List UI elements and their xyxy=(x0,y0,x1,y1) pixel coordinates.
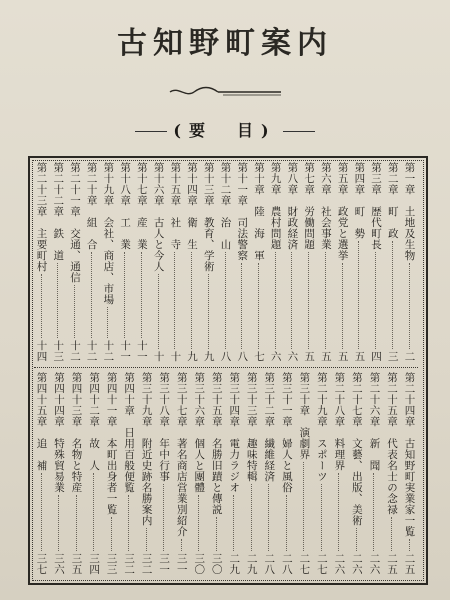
toc-entry-page: 六 xyxy=(286,351,299,362)
toc-entry xyxy=(302,162,317,362)
toc-entry-page: 三 xyxy=(386,351,399,362)
toc-entry xyxy=(139,372,154,575)
toc-leader-dots xyxy=(241,263,243,349)
toc-entry xyxy=(251,162,266,362)
toc-leader-dots xyxy=(325,252,327,349)
toc-leader-dots xyxy=(208,274,210,349)
toc-bottom-section xyxy=(34,372,418,575)
toc-entry-page: 十二 xyxy=(85,340,98,362)
toc-entry xyxy=(402,372,417,575)
toc-leader-dots xyxy=(286,495,288,551)
toc-entry-page: 三二 xyxy=(140,553,153,575)
toc-entry-page: 二 xyxy=(403,351,416,362)
toc-entry xyxy=(151,162,166,362)
toc-entry xyxy=(218,162,233,362)
toc-entry-page: 七 xyxy=(252,351,265,362)
toc-entry xyxy=(285,162,300,362)
toc-entry-page: 十二 xyxy=(102,340,115,362)
toc-leader-dots xyxy=(392,241,394,349)
toc-entry xyxy=(262,372,277,575)
toc-entry-label: 第二十四章 古知野町実業家一覧 xyxy=(403,372,416,537)
toc-entry-page: 十二 xyxy=(68,340,81,362)
toc-entry-label: 第二十九章 スポーツ xyxy=(315,372,328,482)
toc-leader-dots xyxy=(216,517,218,551)
toc-leader-dots xyxy=(41,473,43,551)
toc-leader-dots xyxy=(275,252,277,349)
toc-entry-page: 二七 xyxy=(315,553,328,575)
toc-leader-dots xyxy=(356,528,358,551)
toc-entry xyxy=(367,372,382,575)
toc-entry-page: 五 xyxy=(336,351,349,362)
toc-entry xyxy=(201,162,216,362)
toc-leader-dots xyxy=(375,252,377,349)
toc-entry xyxy=(318,162,333,362)
toc-entry-label: 第三十一章 婦人と風俗 xyxy=(280,372,293,493)
toc-entry-label: 第九章 農村問題 xyxy=(269,162,282,250)
toc-leader-dots xyxy=(158,274,160,349)
toc-entry xyxy=(369,162,384,362)
toc-entry xyxy=(69,372,84,575)
toc-entry xyxy=(268,162,283,362)
toc-entry-page: 十四 xyxy=(35,340,48,362)
toc-entry-label: 第六章 社会事業 xyxy=(319,162,332,250)
toc-entry-page: 三五 xyxy=(70,553,83,575)
toc-entry xyxy=(51,162,66,362)
toc-entry-page: 四 xyxy=(370,351,383,362)
toc-entry-page: 五 xyxy=(319,351,332,362)
toc-entry-label: 第三十二章 繊維経済 xyxy=(263,372,276,482)
toc-entry xyxy=(244,372,259,575)
toc-entry-page: 三四 xyxy=(88,553,101,575)
toc-leader-dots xyxy=(58,495,60,551)
page-title: 古知野町案内 xyxy=(117,26,333,61)
toc-entry-label: 第二十二章 鉄 道 xyxy=(52,162,65,261)
toc-entry-page: 九 xyxy=(202,351,215,362)
toc-entry xyxy=(118,162,133,362)
toc-entry-label: 第五章 政党と選挙 xyxy=(336,162,349,261)
toc-entry-label: 第二十一章 交通、通信 xyxy=(68,162,81,283)
toc-entry xyxy=(134,162,149,362)
toc-entry-label: 第三十八章 年中行事 xyxy=(158,372,171,482)
toc-leader-dots xyxy=(198,495,200,551)
toc-entry-page: 二七 xyxy=(298,553,311,575)
toc-divider xyxy=(34,367,418,368)
toc-entry xyxy=(235,162,250,362)
toc-entry xyxy=(104,372,119,575)
toc-entry xyxy=(84,162,99,362)
toc-entry-label: 第二十五章 代表名士の念禄 xyxy=(385,372,398,515)
toc-entry-label: 第三十六章 個人と團體 xyxy=(193,372,206,493)
toc-entry-page: 二五 xyxy=(403,553,416,575)
toc-entry-label: 第七章 労働問題 xyxy=(303,162,316,250)
toc-entry-page: 三六 xyxy=(53,553,66,575)
toc-entry xyxy=(384,372,399,575)
toc-entry-label: 第四十一章 本町出身者一覧 xyxy=(105,372,118,515)
toc-entry-page: 三〇 xyxy=(210,553,223,575)
toc-entry-label: 第十六章 古人と今人 xyxy=(152,162,165,272)
toc-entry-page: 二八 xyxy=(280,553,293,575)
toc-entry-page: 五 xyxy=(353,351,366,362)
toc-entry-page: 三二 xyxy=(123,553,136,575)
section-heading-text: 要 目 xyxy=(188,121,261,140)
toc-entry xyxy=(402,162,417,362)
toc-entry-page: 二八 xyxy=(263,553,276,575)
toc-leader-dots xyxy=(251,484,253,551)
toc-entry-page: 六 xyxy=(269,351,282,362)
toc-entry xyxy=(174,372,189,575)
toc-entry xyxy=(227,372,242,575)
toc-entry-page: 十一 xyxy=(119,340,132,362)
toc-entry xyxy=(314,372,329,575)
toc-entry xyxy=(157,372,172,575)
toc-entry-page: 二六 xyxy=(333,553,346,575)
toc-entry-page: 三一 xyxy=(175,553,188,575)
toc-entry-label: 第二十八章 料理界 xyxy=(333,372,346,471)
toc-entry-page: 三一 xyxy=(158,553,171,575)
toc-entry xyxy=(385,162,400,362)
toc-entry xyxy=(122,372,137,575)
ornament-divider xyxy=(168,86,283,98)
toc-entry-label: 第二十七章 文藝、出版、美術 xyxy=(350,372,363,526)
toc-leader-dots xyxy=(107,307,109,338)
toc-entry-label: 第一章 土地及生物 xyxy=(403,162,416,261)
toc-leader-dots xyxy=(91,252,93,338)
toc-entry-label: 第四章 町 勢 xyxy=(353,162,366,239)
toc-entry-label: 第二章 町 政 xyxy=(386,162,399,239)
toc-leader-dots xyxy=(124,252,126,338)
toc-leader-dots xyxy=(41,274,43,338)
toc-top-section xyxy=(34,162,418,362)
toc-entry-label: 第十五章 社 寺 xyxy=(169,162,182,250)
toc-leader-dots xyxy=(128,495,130,551)
toc-entry xyxy=(209,372,224,575)
toc-entry xyxy=(52,372,67,575)
toc-leader-dots xyxy=(57,263,59,338)
toc-leader-dots xyxy=(76,495,78,551)
toc-leader-dots xyxy=(391,517,393,551)
toc-entry xyxy=(352,162,367,362)
toc-leader-dots xyxy=(342,263,344,349)
toc-entry-page: 五 xyxy=(303,351,316,362)
toc-entry xyxy=(34,162,49,362)
toc-entry-label: 第二十章 組 合 xyxy=(85,162,98,250)
toc-entry-page: 八 xyxy=(219,351,232,362)
toc-entry-label: 第十四章 衛 生 xyxy=(186,162,199,250)
toc-entry xyxy=(87,372,102,575)
toc-entry-label: 第十章 陸 海 軍 xyxy=(252,162,265,261)
toc-entry-page: 二九 xyxy=(245,553,258,575)
toc-leader-dots xyxy=(181,539,183,551)
toc-leader-dots xyxy=(308,252,310,349)
toc-entry xyxy=(101,162,116,362)
toc-entry-label: 第十八章 工 業 xyxy=(119,162,132,250)
toc-leader-dots xyxy=(268,484,270,551)
toc-entry-page: 二五 xyxy=(385,553,398,575)
toc-leader-dots xyxy=(338,473,340,551)
toc-leader-dots xyxy=(291,252,293,349)
toc-entry-label: 第三十章 演劇界 xyxy=(298,372,311,460)
toc-entry-label: 第二十三章 主要町村 xyxy=(35,162,48,272)
toc-entry-page: 二六 xyxy=(368,553,381,575)
toc-entry-page: 三三 xyxy=(105,553,118,575)
toc-leader-dots xyxy=(373,473,375,551)
toc-entry-page: 十一 xyxy=(135,340,148,362)
toc-entry-label: 第四十四章 特殊貿易業 xyxy=(53,372,66,493)
toc-entry xyxy=(185,162,200,362)
toc-leader-dots xyxy=(358,241,360,349)
toc-leader-dots xyxy=(146,528,148,551)
toc-entry-page: 三〇 xyxy=(193,553,206,575)
toc-entry xyxy=(192,372,207,575)
toc-entry-label: 第二十六章 新 聞 xyxy=(368,372,381,471)
toc-entry xyxy=(335,162,350,362)
toc-entry xyxy=(168,162,183,362)
toc-leader-dots xyxy=(93,473,95,551)
toc-leader-dots xyxy=(409,539,411,551)
toc-leader-dots xyxy=(303,462,305,551)
toc-entry-label: 第十二章 治 山 xyxy=(219,162,232,250)
toc-entry-page: 十 xyxy=(169,351,182,362)
toc-entry-label: 第四十章 日用百般便覧 xyxy=(123,372,136,493)
toc-entry-label: 第十九章 会社、商店、市場 xyxy=(102,162,115,305)
section-heading: (要 目) xyxy=(0,118,450,141)
toc-entry xyxy=(349,372,364,575)
toc-leader-dots xyxy=(409,263,411,349)
toc-entry-page: 八 xyxy=(236,351,249,362)
toc-entry-label: 第四十五章 追 補 xyxy=(35,372,48,471)
toc-entry-page: 三七 xyxy=(35,553,48,575)
toc-entry-label: 第三章 歴代町長 xyxy=(370,162,383,250)
toc-entry xyxy=(297,372,312,575)
toc-leader-dots xyxy=(163,484,165,551)
toc-entry xyxy=(67,162,82,362)
toc-entry-label: 第三十七章 著名商店営業別紹介 xyxy=(175,372,188,537)
toc-entry-label: 第八章 財政経済 xyxy=(286,162,299,250)
toc-entry-page: 十 xyxy=(152,351,165,362)
toc-entry-label: 第十三章 教育、学術 xyxy=(202,162,215,272)
toc-entry-label: 第四十二章 故 人 xyxy=(88,372,101,471)
toc-entry xyxy=(34,372,49,575)
toc-entry-page: 二六 xyxy=(350,553,363,575)
toc-leader-dots xyxy=(233,495,235,551)
toc-entry-label: 第三十九章 附近史跡名勝案内 xyxy=(140,372,153,526)
toc-leader-dots xyxy=(111,517,113,551)
toc-entry-page: 十三 xyxy=(52,340,65,362)
toc-leader-dots xyxy=(225,252,227,349)
toc-entry xyxy=(279,372,294,575)
toc-entry-label: 第三十三章 趣味特輯 xyxy=(245,372,258,482)
toc-leader-dots xyxy=(191,252,193,349)
toc-entry xyxy=(332,372,347,575)
toc-entry-label: 第四十三章 名物と特産 xyxy=(70,372,83,493)
toc-entry-page: 九 xyxy=(186,351,199,362)
toc-entry-label: 第三十五章 名勝旧蹟と傳説 xyxy=(210,372,223,515)
toc-entry-label: 第三十四章 電力ラジオ xyxy=(228,372,241,493)
toc-leader-dots xyxy=(258,263,260,349)
toc-leader-dots xyxy=(74,285,76,338)
toc-leader-dots xyxy=(141,252,143,338)
toc-entry-label: 第十一章 司法警察 xyxy=(236,162,249,261)
toc-leader-dots xyxy=(174,252,176,349)
toc-leader-dots xyxy=(321,484,323,551)
toc-entry-label: 第十七章 産 業 xyxy=(135,162,148,250)
toc-entry-page: 二九 xyxy=(228,553,241,575)
